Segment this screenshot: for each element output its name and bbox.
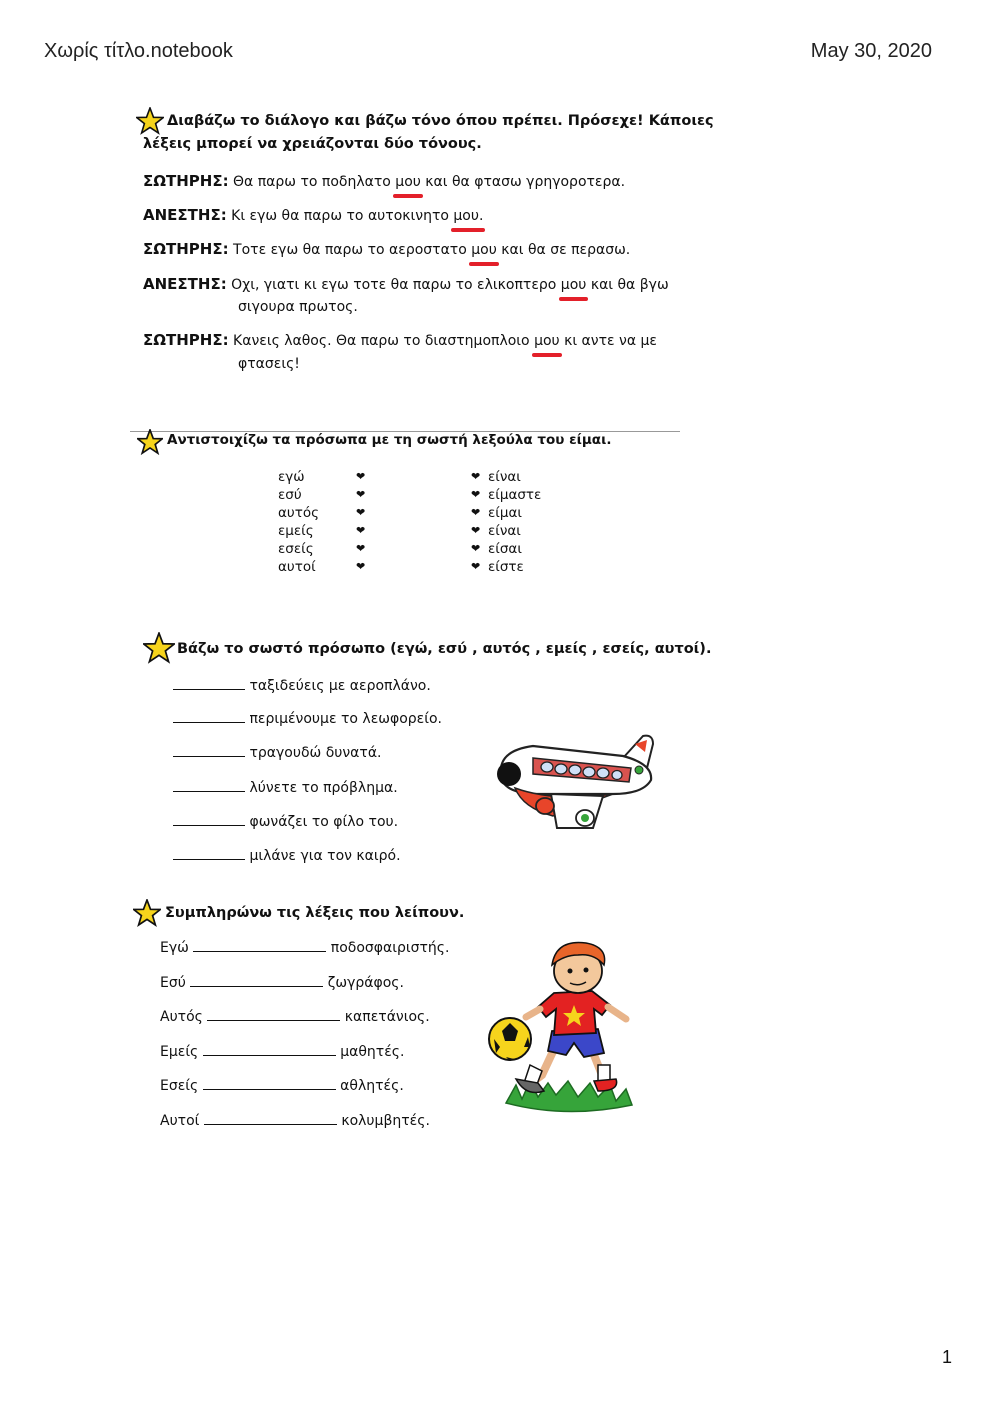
heart-icon[interactable]: ❤ xyxy=(356,560,366,573)
blank-field[interactable] xyxy=(173,740,245,757)
verb-item: είναι xyxy=(488,469,521,485)
fill-text: αθλητές. xyxy=(340,1078,404,1094)
dialogue-text: και θα φτασω γρηγοροτερα. xyxy=(420,174,626,190)
heart-icon[interactable]: ❤ xyxy=(356,506,366,519)
heart-icon[interactable]: ❤ xyxy=(471,470,481,483)
section4-instruction: Συμπληρώνω τις λέξεις που λείπουν. xyxy=(165,905,465,921)
fill-item xyxy=(160,1004,430,1029)
section3-instruction: Βάζω το σωστό πρόσωπο (εγώ, εσύ , αυτός , εμείς , εσείς, αυτοί). xyxy=(177,641,712,657)
underlined-word: μου xyxy=(534,329,560,353)
fill-item xyxy=(173,673,431,698)
heart-icon[interactable]: ❤ xyxy=(356,524,366,537)
fill-text: λύνετε το πρόβλημα. xyxy=(249,780,398,796)
fill-item xyxy=(173,706,442,731)
dialogue-text: και θα σε περασω. xyxy=(496,242,631,258)
underlined-word: μου xyxy=(471,238,497,262)
subject-word: Εγώ xyxy=(160,940,189,956)
underlined-word: μου xyxy=(395,170,421,194)
blank-field[interactable] xyxy=(173,843,245,860)
fill-text: καπετάνιος. xyxy=(344,1009,430,1025)
fill-text: φωνάζει το φίλο του. xyxy=(249,814,399,830)
blank-field[interactable] xyxy=(173,673,245,690)
fill-item xyxy=(173,775,398,800)
verb-item: είσαι xyxy=(488,541,522,557)
fill-text: ποδοσφαιριστής. xyxy=(330,940,450,956)
blank-field[interactable] xyxy=(207,1004,340,1021)
blank-field[interactable] xyxy=(173,706,245,723)
star-icon xyxy=(137,429,163,455)
fill-text: κολυμβητές. xyxy=(341,1113,430,1129)
blank-field[interactable] xyxy=(204,1108,337,1125)
heart-icon[interactable]: ❤ xyxy=(471,524,481,537)
fill-item xyxy=(173,740,382,765)
verb-item: είμαστε xyxy=(488,487,542,503)
blank-field[interactable] xyxy=(193,935,326,952)
pronoun-item: εσείς xyxy=(278,541,314,557)
heart-bullets-right xyxy=(471,468,480,576)
fill-item xyxy=(160,935,449,960)
heart-icon[interactable]: ❤ xyxy=(356,488,366,501)
pronoun-item: εγώ xyxy=(278,469,305,485)
underlined-word: μου. xyxy=(453,204,483,228)
star-icon xyxy=(136,107,164,135)
dialogue-line xyxy=(143,328,657,353)
dialogue-text: και θα βγω xyxy=(586,277,669,293)
dialogue-text: Κανεις λαθος. Θα παρω το διαστημοπλοιο xyxy=(228,333,535,349)
heart-bullets-left xyxy=(356,468,365,576)
heart-icon[interactable]: ❤ xyxy=(471,560,481,573)
star-icon xyxy=(133,899,161,927)
dialogue-line-continued: φτασεις! xyxy=(238,356,300,372)
blank-field[interactable] xyxy=(203,1039,336,1056)
speaker-name: ΣΩΤΗΡΗΣ: xyxy=(143,331,229,349)
dialogue-line xyxy=(143,272,669,297)
subject-word: Εμείς xyxy=(160,1044,199,1060)
heart-icon[interactable]: ❤ xyxy=(471,506,481,519)
subject-word: Εσείς xyxy=(160,1078,199,1094)
subject-word: Εσύ xyxy=(160,975,186,991)
subject-word: Αυτός xyxy=(160,1009,203,1025)
dialogue-text: Θα παρω το ποδηλατο xyxy=(228,174,396,190)
underlined-word: μου xyxy=(561,273,587,297)
fill-item xyxy=(173,843,401,868)
blank-field[interactable] xyxy=(173,775,245,792)
speaker-name: ΣΩΤΗΡΗΣ: xyxy=(143,240,229,258)
pronoun-item: αυτοί xyxy=(278,559,316,575)
speaker-name: ΑΝΕΣΤΗΣ: xyxy=(143,206,227,224)
heart-icon[interactable]: ❤ xyxy=(471,488,481,501)
section1-instruction-line2: λέξεις μπορεί να χρειάζονται δύο τόνους. xyxy=(143,136,482,152)
page-number: 1 xyxy=(941,1347,952,1367)
speaker-name: ΣΩΤΗΡΗΣ: xyxy=(143,172,229,190)
airplane-illustration xyxy=(493,728,661,836)
verb-item: είναι xyxy=(488,523,521,539)
blank-field[interactable] xyxy=(173,809,245,826)
dialogue-line xyxy=(143,203,483,228)
dialogue-line xyxy=(143,169,625,194)
fill-text: μαθητές. xyxy=(340,1044,405,1060)
star-icon xyxy=(143,632,175,664)
dialogue-text: Οχι, γιατι κι εγω τοτε θα παρω το ελικοπτερο xyxy=(226,277,561,293)
fill-text: τραγουδώ δυνατά. xyxy=(249,745,382,761)
dialogue-line-continued: σιγουρα πρωτος. xyxy=(238,299,358,315)
verb-item: είμαι xyxy=(488,505,522,521)
section2-instruction: Αντιστοιχίζω τα πρόσωπα με τη σωστή λεξούλα του είμαι. xyxy=(167,432,612,448)
verb-item: είστε xyxy=(488,559,524,575)
heart-icon[interactable]: ❤ xyxy=(356,470,366,483)
blank-field[interactable] xyxy=(203,1073,336,1090)
document-date: May 30, 2020 xyxy=(810,40,932,62)
blank-field[interactable] xyxy=(190,970,323,987)
heart-icon[interactable]: ❤ xyxy=(356,542,366,555)
subject-word: Αυτοί xyxy=(160,1113,200,1129)
fill-text: ζωγράφος. xyxy=(327,975,404,991)
pronoun-list xyxy=(278,468,319,576)
fill-item xyxy=(160,1108,430,1133)
fill-item xyxy=(160,1039,404,1064)
pronoun-item: εμείς xyxy=(278,523,314,539)
speaker-name: ΑΝΕΣΤΗΣ: xyxy=(143,275,227,293)
soccer-player-illustration xyxy=(486,935,662,1117)
fill-item xyxy=(160,970,404,995)
fill-item xyxy=(173,809,398,834)
fill-item xyxy=(160,1073,404,1098)
dialogue-text: Τοτε εγω θα παρω το αεροστατο xyxy=(228,242,472,258)
dialogue-text: κι αντε να με xyxy=(559,333,657,349)
section1-instruction-line1: Διαβάζω το διάλογο και βάζω τόνο όπου πρέπει. Πρόσεχε! Κάποιες xyxy=(167,113,714,129)
verb-list xyxy=(488,468,541,576)
pronoun-item: εσύ xyxy=(278,487,302,503)
fill-text: ταξιδεύεις με αεροπλάνο. xyxy=(249,678,431,694)
fill-text: μιλάνε για τον καιρό. xyxy=(249,848,401,864)
fill-text: περιμένουμε το λεωφορείο. xyxy=(249,711,442,727)
pronoun-item: αυτός xyxy=(278,505,320,521)
dialogue-line xyxy=(143,237,630,262)
dialogue-text: Κι εγω θα παρω το αυτοκινητο xyxy=(226,208,454,224)
document-title: Χωρίς τίτλο.notebook xyxy=(44,40,233,62)
heart-icon[interactable]: ❤ xyxy=(471,542,481,555)
